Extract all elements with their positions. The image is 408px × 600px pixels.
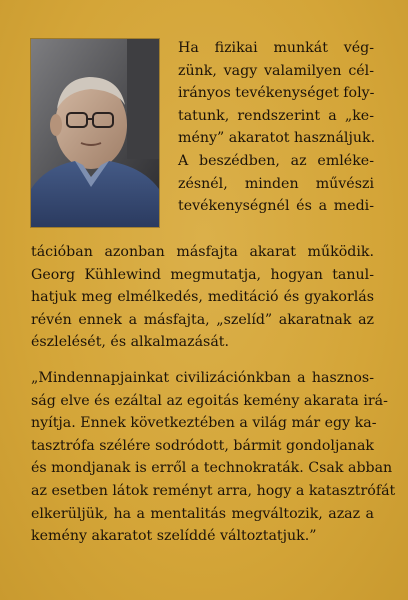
intro-line: Georg Kühlewind megmutatja, hogyan tanul- [31, 266, 374, 283]
intro-line: mény” akaratot használjuk. [178, 130, 376, 147]
intro-line: hatjuk meg elmélkedés, meditáció és gyakorlás [31, 289, 374, 306]
author-quote-paragraph [31, 367, 396, 548]
quote-line: elkerüljük, ha a mentalitás megváltozik, azaz a [31, 505, 374, 522]
intro-line: A beszédben, az emléke- [178, 152, 374, 169]
quote-line: tasztrófa szélére sodródott, bármit gondoljanak [31, 437, 374, 454]
quote-line: és mondjanak is erről a technokraták. Csak abban [31, 460, 393, 477]
quote-line: nyítja. Ennek következtében a világ már egy ka- [31, 415, 377, 432]
intro-paragraph-side [178, 37, 374, 218]
intro-line: zésnél, minden művészi [178, 175, 374, 192]
author-portrait-photo [31, 39, 159, 227]
intro-line: észlelését, és alkalmazását. [31, 334, 229, 351]
quote-line: „Mindennapjainkat civilizációnkban a hasznos- [31, 370, 374, 386]
quote-line: az esetben látok reményt arra, hogy a katasztrófát [31, 482, 396, 499]
quote-line: ság elve és ezáltal az egoitás kemény akarata irá- [31, 392, 388, 409]
intro-line: Ha fizikai munkát vég- [178, 40, 374, 56]
intro-line: tevékenységnél és a medi- [178, 198, 374, 215]
intro-line: tációban azonban másfajta akarat működik. [31, 244, 374, 260]
intro-line: révén ennek a másfajta, „szelíd” akaratnak az [31, 311, 374, 328]
intro-paragraph-full [31, 241, 374, 354]
intro-line: irányos tevékenységet foly- [178, 85, 375, 102]
quote-line: kemény akaratot szelíddé változtatjuk.” [31, 528, 317, 545]
intro-line: tatunk, rendszerint a „ke- [178, 107, 374, 124]
intro-line: zünk, vagy valamilyen cél- [178, 62, 374, 79]
